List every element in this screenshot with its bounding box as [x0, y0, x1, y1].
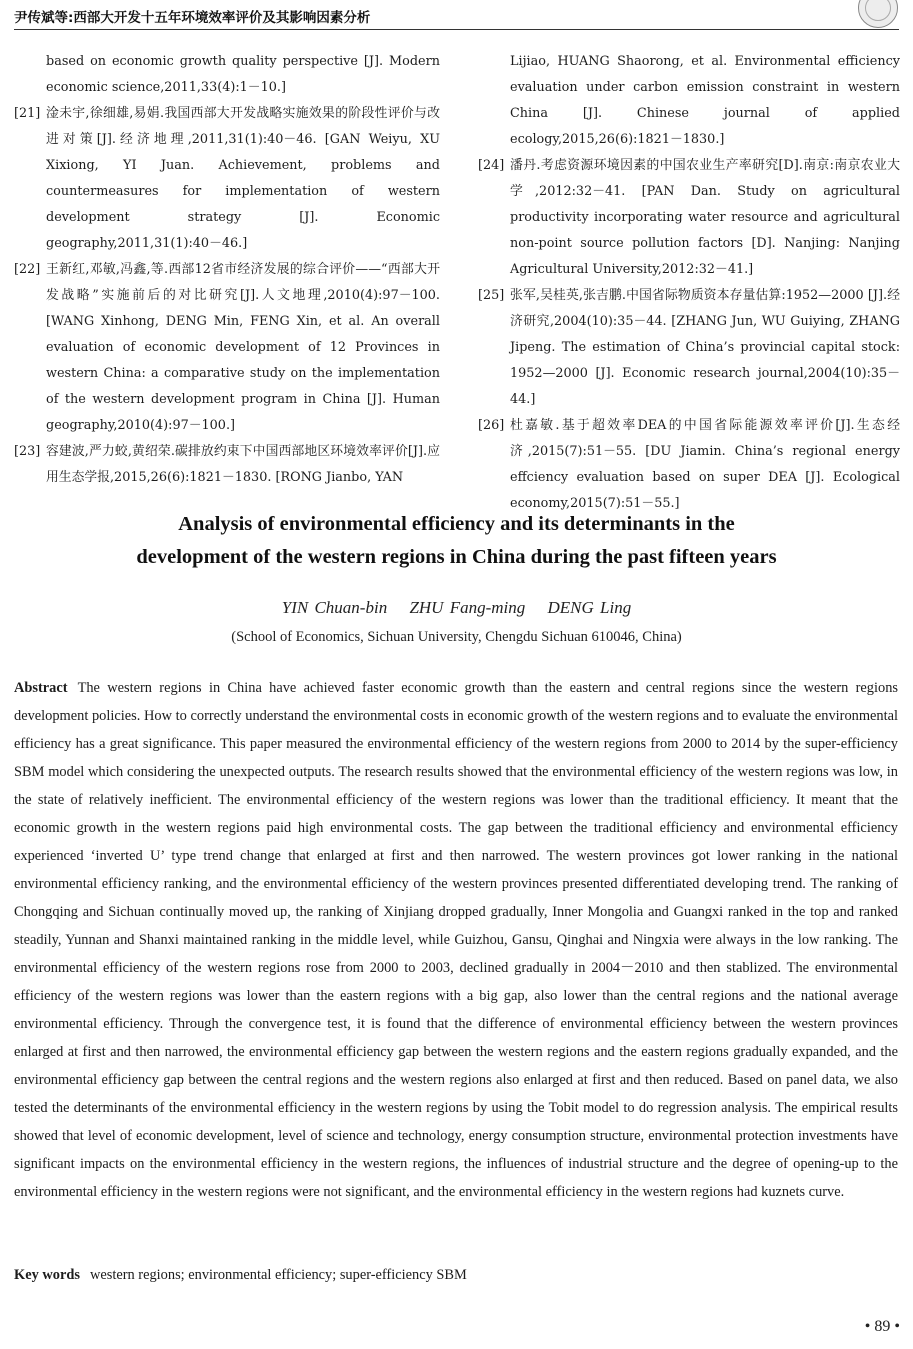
abstract: [14, 674, 898, 1206]
reference-number: [24]: [478, 158, 505, 173]
reference-text: 容建波,严力蛟,黄绍荣.碳排放约束下中国西部地区环境效率评价[J].应用生态学报,2015,26(6):1821－1830. [RONG Jianbo, YAN: [46, 444, 440, 485]
journal-seal-icon: [858, 0, 898, 28]
reference-entry: [478, 413, 900, 517]
paper-title-line-2: development of the western regions in China during the past fifteen years: [136, 546, 777, 568]
reference-text: Lijiao, HUANG Shaorong, et al. Environmental efficiency evaluation under carbon emission constraint in western China [J]. Chinese journal of applied ecology,2015,26(6):1821－1830.]: [510, 54, 900, 147]
abstract-text: The western regions in China have achieved faster economic growth than the eastern and central regions since the western regions development policies. How to correctly understand the environmental costs in economic growth of the western regions and to evaluate the environmental efficiency has a great significance. This paper measured the environmental efficiency of the western regions from 2000 to 2014 by the super-efficiency SBM model which considering the unexpected outputs. The research results showed that the environmental efficiency of the western regions was low, in the state of relatively inefficient. The environmental efficiency of the western regions was lower than the traditional efficiency. It meant that the economic growth in the western regions paid high environmental costs. The gap between the traditional efficiency and environmental efficiency experienced ‘inverted U’ type trend change that enlarged at first and then narrowed. The western provinces got lower ranking in the national environmental efficiency ranking, and the environmental efficiency of the western provinces presented differentiated developing trend. The ranking of Chongqing and Sichuan continually moved up, the ranking of Xinjiang dropped gradually, Inner Mongolia and Guangxi ranked in the top and ranked steadily, Yunnan and Shanxi maintained ranking in the middle level, while Guizhou, Gansu, Qinghai and Ningxia were always in the low ranking. The environmental efficiency of the western regions rose from 2000 to 2003, declined gradually in 2004－2010 and then stablized. The environmental efficiency of the western regions was lower than the eastern regions with a big gap, also lower than the central regions and the national average environmental efficiency. Through the convergence test, it is found that the difference of environmental efficiency between the western provinces enlarged at first and then narrowed, the environmental efficiency gap between the western regions and the eastern regions gradually expanded, and the environmental efficiency gap between the central regions and the western regions also enlarged at first and then reduced. Based on panel data, we also tested the determinants of the environmental efficiency in the western regions by using the Tobit model to do regression analysis. The empirical results showed that level of economic development, level of science and technology, energy consumption structure, environmental protection investments have significant impacts on the environmental efficiency in the western regions, the influences of industrial structure and the degree of opening-up to the environmental efficiency in the western regions were not significant, and the environmental efficiency in the western regions had kuznets curve.: [14, 680, 898, 1200]
author-list: [0, 598, 913, 618]
references-right-column: [478, 49, 900, 517]
header-divider: [14, 29, 899, 30]
reference-entry: [478, 283, 900, 413]
reference-entry: [478, 153, 900, 283]
author-name: DENG Ling: [547, 598, 632, 617]
author-name: ZHU Fang-ming: [409, 598, 526, 617]
reference-text: 王新红,邓敏,冯鑫,等.西部12省市经济发展的综合评价——“西部大开发战略”实施前后的对比研究[J].人文地理,2010(4):97－100. [WANG Xinhong, DENG Min, FENG Xin, et al. An overall evaluation of economic development of 12 Provinces in western China: a comparative study on the implementation of the western development program in China [J]. Human geography,2010(4):97－100.]: [46, 262, 440, 433]
author-name: YIN Chuan-bin: [281, 598, 388, 617]
keywords-label: Key words: [14, 1267, 80, 1283]
paper-title-line-1: Analysis of environmental efficiency and its determinants in the: [178, 513, 735, 535]
references-left-column: [14, 49, 440, 491]
reference-entry: [14, 257, 440, 439]
author-affiliation: (School of Economics, Sichuan University, Chengdu Sichuan 610046, China): [231, 629, 682, 645]
keywords: [14, 1261, 898, 1289]
reference-entry: [14, 49, 440, 101]
reference-entry: [14, 101, 440, 257]
reference-text: based on economic growth quality perspective [J]. Modern economic science,2011,33(4):1－10.]: [46, 54, 440, 95]
reference-entry: [14, 439, 440, 491]
reference-text: 淦未宇,徐细雄,易娟.我国西部大开发战略实施效果的阶段性评价与改进对策[J].经济地理,2011,31(1):40－46. [GAN Weiyu, XU Xixiong, YI Juan. Achievement, problems and countermeasures for implementation of western development strategy [J]. Economic geography,2011,31(1):40－46.]: [46, 106, 440, 251]
reference-entry: [478, 49, 900, 153]
reference-number: [26]: [478, 418, 505, 433]
page-number: • 89 •: [864, 1318, 900, 1335]
reference-number: [25]: [478, 288, 505, 303]
reference-text: 杜嘉敏.基于超效率DEA的中国省际能源效率评价[J].生态经济,2015(7):51－55. [DU Jiamin. China’s regional energy effciency evaluation based on super DEA [J]. Ecological economy,2015(7):51－55.]: [510, 418, 900, 511]
paper-title: [0, 508, 913, 574]
keywords-text: western regions; environmental efficiency; super-efficiency SBM: [89, 1267, 467, 1283]
running-head-title: 尹传斌等:西部大开发十五年环境效率评价及其影响因素分析: [14, 10, 371, 26]
reference-text: 潘丹.考虑资源环境因素的中国农业生产率研究[D].南京:南京农业大学,2012:32－41. [PAN Dan. Study on agricultural productivity incorporating water resource and agricultural non-point source pollution factors [D]. Nanjing: Nanjing Agricultural University,2012:32－41.]: [510, 158, 900, 277]
reference-number: [22]: [14, 262, 41, 277]
reference-number: [23]: [14, 444, 41, 459]
reference-number: [21]: [14, 106, 41, 121]
reference-text: 张军,吴桂英,张吉鹏.中国省际物质资本存量估算:1952—2000 [J].经济研究,2004(10):35－44. [ZHANG Jun, WU Guiying, ZHANG Jipeng. The estimation of China’s provincial capital stock: 1952—2000 [J]. Economic research journal,2004(10):35－44.]: [510, 288, 900, 407]
abstract-label: Abstract: [14, 680, 68, 696]
